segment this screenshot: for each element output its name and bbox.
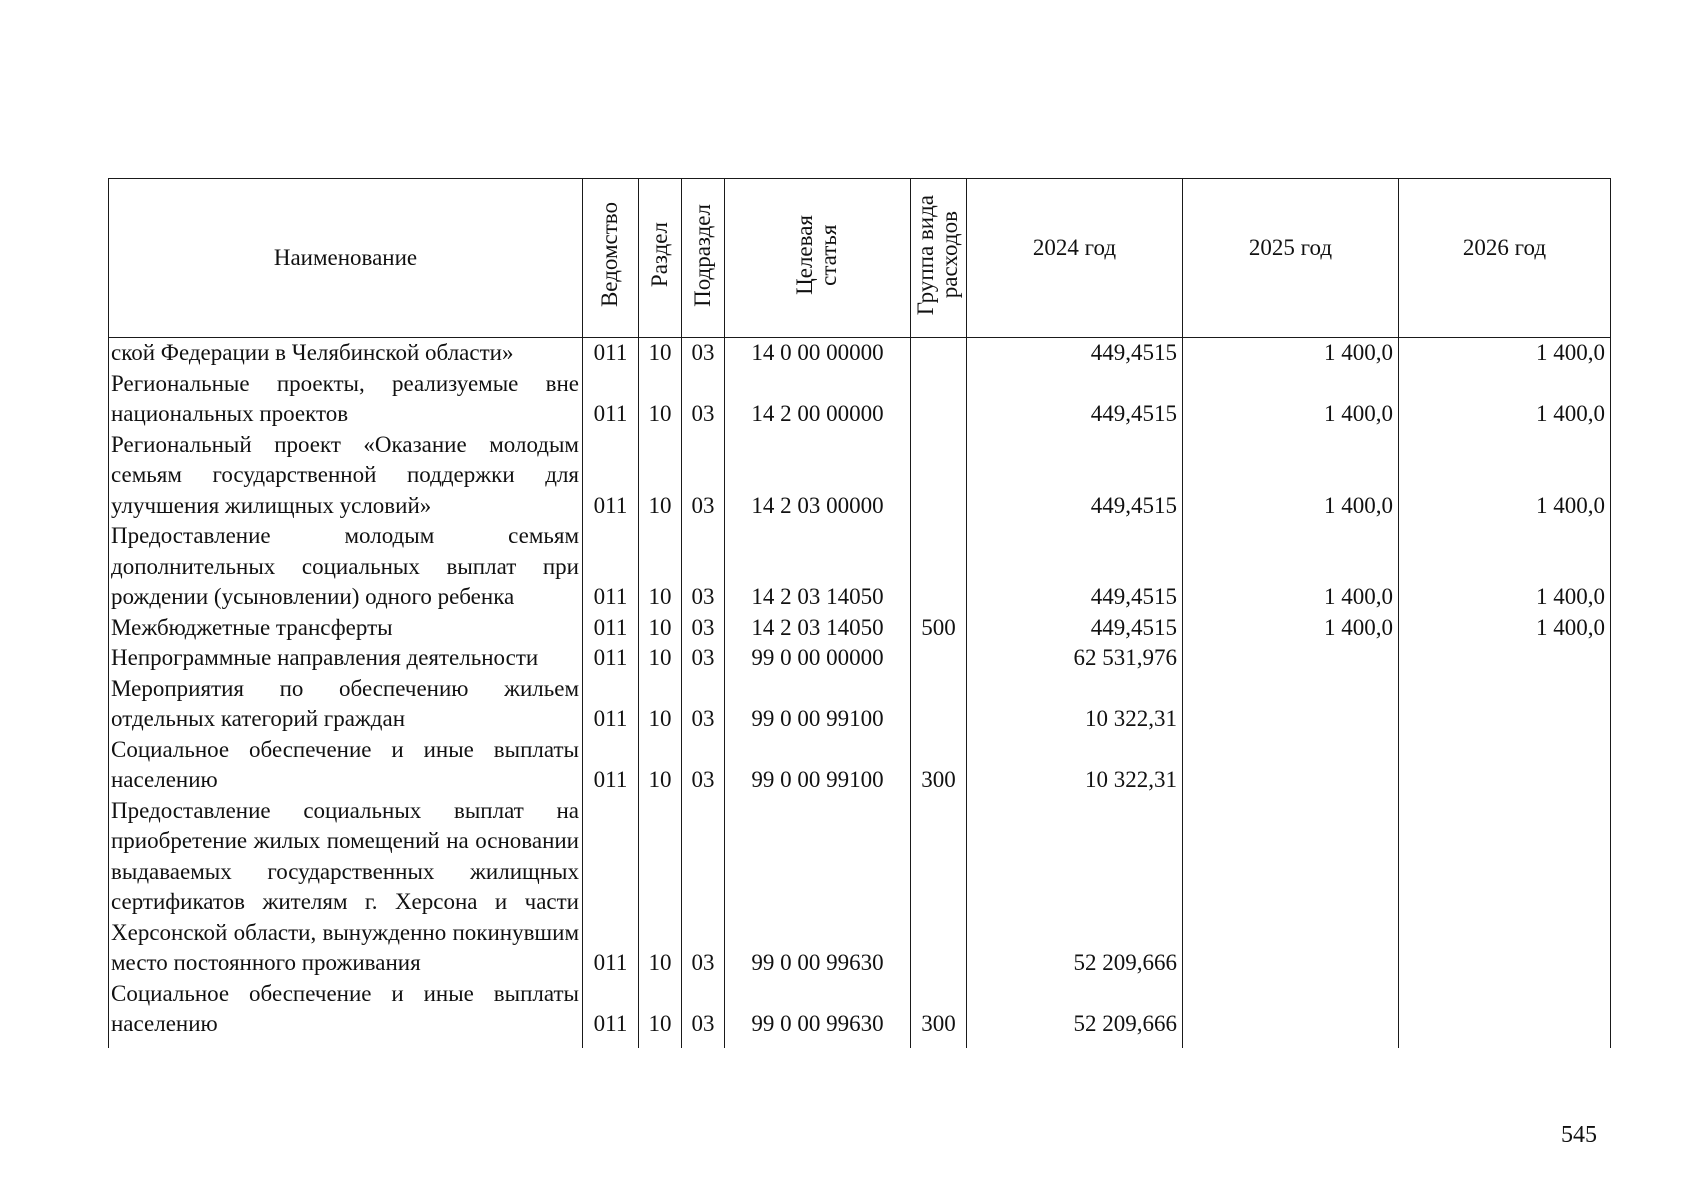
- row-department: 011: [583, 735, 639, 796]
- budget-sheet: [108, 178, 1610, 1048]
- row-section: 10: [639, 735, 682, 796]
- table-row: [109, 430, 1611, 522]
- row-amount-2026: [1399, 643, 1611, 674]
- row-amount-2026: 1 400,0: [1399, 430, 1611, 522]
- row-target-article: 99 0 00 99100: [725, 674, 911, 735]
- row-target-article: 99 0 00 99100: [725, 735, 911, 796]
- row-expense-group: [911, 796, 967, 979]
- header-year-2025: 2025 год: [1183, 179, 1399, 338]
- row-amount-2024: 449,4515: [967, 613, 1183, 644]
- row-amount-2025: 1 400,0: [1183, 369, 1399, 430]
- row-target-article: 14 2 00 00000: [725, 369, 911, 430]
- row-name: Региональные проекты, реализуемые вне национальных проектов: [109, 369, 583, 430]
- table-header: [109, 179, 1611, 338]
- row-name: Непрограммные направления деятельности: [109, 643, 583, 674]
- row-amount-2025: [1183, 674, 1399, 735]
- table-row: [109, 338, 1611, 369]
- row-section: 10: [639, 979, 682, 1048]
- table-row: [109, 735, 1611, 796]
- row-amount-2025: [1183, 643, 1399, 674]
- table-body: [109, 338, 1611, 1048]
- page-number: 545: [1561, 1122, 1597, 1148]
- table-row: [109, 674, 1611, 735]
- row-section: 10: [639, 613, 682, 644]
- row-target-article: 14 2 03 14050: [725, 521, 911, 613]
- row-subsection: 03: [682, 796, 725, 979]
- header-target-article: Целевая статья: [725, 179, 911, 338]
- row-amount-2026: 1 400,0: [1399, 613, 1611, 644]
- row-name: Предоставление молодым семьям дополнительных социальных выплат при рождении (усыновлении) одного ребенка: [109, 521, 583, 613]
- row-subsection: 03: [682, 643, 725, 674]
- row-subsection: 03: [682, 369, 725, 430]
- row-amount-2024: 449,4515: [967, 369, 1183, 430]
- row-subsection: 03: [682, 338, 725, 369]
- row-name: ской Федерации в Челябинской области»: [109, 338, 583, 369]
- row-section: 10: [639, 521, 682, 613]
- row-name: Мероприятия по обеспечению жильем отдельных категорий граждан: [109, 674, 583, 735]
- row-amount-2026: [1399, 979, 1611, 1048]
- table-row: [109, 643, 1611, 674]
- header-subsection: Подраздел: [682, 179, 725, 338]
- header-name: Наименование: [109, 179, 583, 338]
- row-target-article: 14 0 00 00000: [725, 338, 911, 369]
- row-amount-2025: 1 400,0: [1183, 521, 1399, 613]
- row-name: Региональный проект «Оказание молодым семьям государственной поддержки для улучшения жилищных условий»: [109, 430, 583, 522]
- row-expense-group: [911, 430, 967, 522]
- row-department: 011: [583, 674, 639, 735]
- row-amount-2025: [1183, 735, 1399, 796]
- row-target-article: 14 2 03 14050: [725, 613, 911, 644]
- row-expense-group: [911, 338, 967, 369]
- row-amount-2025: [1183, 796, 1399, 979]
- row-department: 011: [583, 613, 639, 644]
- row-amount-2025: 1 400,0: [1183, 613, 1399, 644]
- row-amount-2024: 52 209,666: [967, 979, 1183, 1048]
- budget-table: [108, 178, 1611, 1048]
- row-expense-group: 300: [911, 979, 967, 1048]
- row-subsection: 03: [682, 735, 725, 796]
- row-subsection: 03: [682, 979, 725, 1048]
- row-department: 011: [583, 430, 639, 522]
- row-subsection: 03: [682, 430, 725, 522]
- row-subsection: 03: [682, 674, 725, 735]
- row-section: 10: [639, 369, 682, 430]
- row-department: 011: [583, 979, 639, 1048]
- row-department: 011: [583, 643, 639, 674]
- row-department: 011: [583, 796, 639, 979]
- row-amount-2026: [1399, 735, 1611, 796]
- row-amount-2024: 449,4515: [967, 338, 1183, 369]
- row-amount-2024: 449,4515: [967, 430, 1183, 522]
- row-section: 10: [639, 643, 682, 674]
- row-expense-group: 300: [911, 735, 967, 796]
- row-department: 011: [583, 338, 639, 369]
- header-row: [109, 179, 1611, 338]
- row-target-article: 99 0 00 00000: [725, 643, 911, 674]
- row-amount-2024: 10 322,31: [967, 674, 1183, 735]
- header-year-2026: 2026 год: [1399, 179, 1611, 338]
- header-expense-group: Группа вида расходов: [911, 179, 967, 338]
- row-amount-2024: 10 322,31: [967, 735, 1183, 796]
- row-amount-2025: [1183, 979, 1399, 1048]
- row-section: 10: [639, 796, 682, 979]
- row-subsection: 03: [682, 521, 725, 613]
- row-subsection: 03: [682, 613, 725, 644]
- row-target-article: 99 0 00 99630: [725, 979, 911, 1048]
- table-row: [109, 369, 1611, 430]
- row-amount-2025: 1 400,0: [1183, 430, 1399, 522]
- row-name: Социальное обеспечение и иные выплаты населению: [109, 735, 583, 796]
- row-amount-2026: 1 400,0: [1399, 521, 1611, 613]
- header-year-2024: 2024 год: [967, 179, 1183, 338]
- row-amount-2024: 62 531,976: [967, 643, 1183, 674]
- row-expense-group: [911, 643, 967, 674]
- row-name: Предоставление социальных выплат на приобретение жилых помещений на основании выдаваемых государственных жилищных сертификатов жителям г. Херсона и части Херсонской области, вынужденно покинувшим место постоянного проживания: [109, 796, 583, 979]
- row-name: Социальное обеспечение и иные выплаты населению: [109, 979, 583, 1048]
- header-department: Ведомство: [583, 179, 639, 338]
- row-amount-2026: 1 400,0: [1399, 369, 1611, 430]
- row-expense-group: 500: [911, 613, 967, 644]
- table-row: [109, 521, 1611, 613]
- row-amount-2026: 1 400,0: [1399, 338, 1611, 369]
- row-section: 10: [639, 674, 682, 735]
- row-name: Межбюджетные трансферты: [109, 613, 583, 644]
- row-target-article: 14 2 03 00000: [725, 430, 911, 522]
- row-expense-group: [911, 521, 967, 613]
- row-amount-2025: 1 400,0: [1183, 338, 1399, 369]
- row-expense-group: [911, 674, 967, 735]
- row-section: 10: [639, 338, 682, 369]
- table-row: [109, 613, 1611, 644]
- row-amount-2024: 52 209,666: [967, 796, 1183, 979]
- row-department: 011: [583, 369, 639, 430]
- row-department: 011: [583, 521, 639, 613]
- row-section: 10: [639, 430, 682, 522]
- row-amount-2026: [1399, 674, 1611, 735]
- row-expense-group: [911, 369, 967, 430]
- row-amount-2026: [1399, 796, 1611, 979]
- table-row: [109, 796, 1611, 979]
- row-amount-2024: 449,4515: [967, 521, 1183, 613]
- header-section: Раздел: [639, 179, 682, 338]
- table-row: [109, 979, 1611, 1048]
- row-target-article: 99 0 00 99630: [725, 796, 911, 979]
